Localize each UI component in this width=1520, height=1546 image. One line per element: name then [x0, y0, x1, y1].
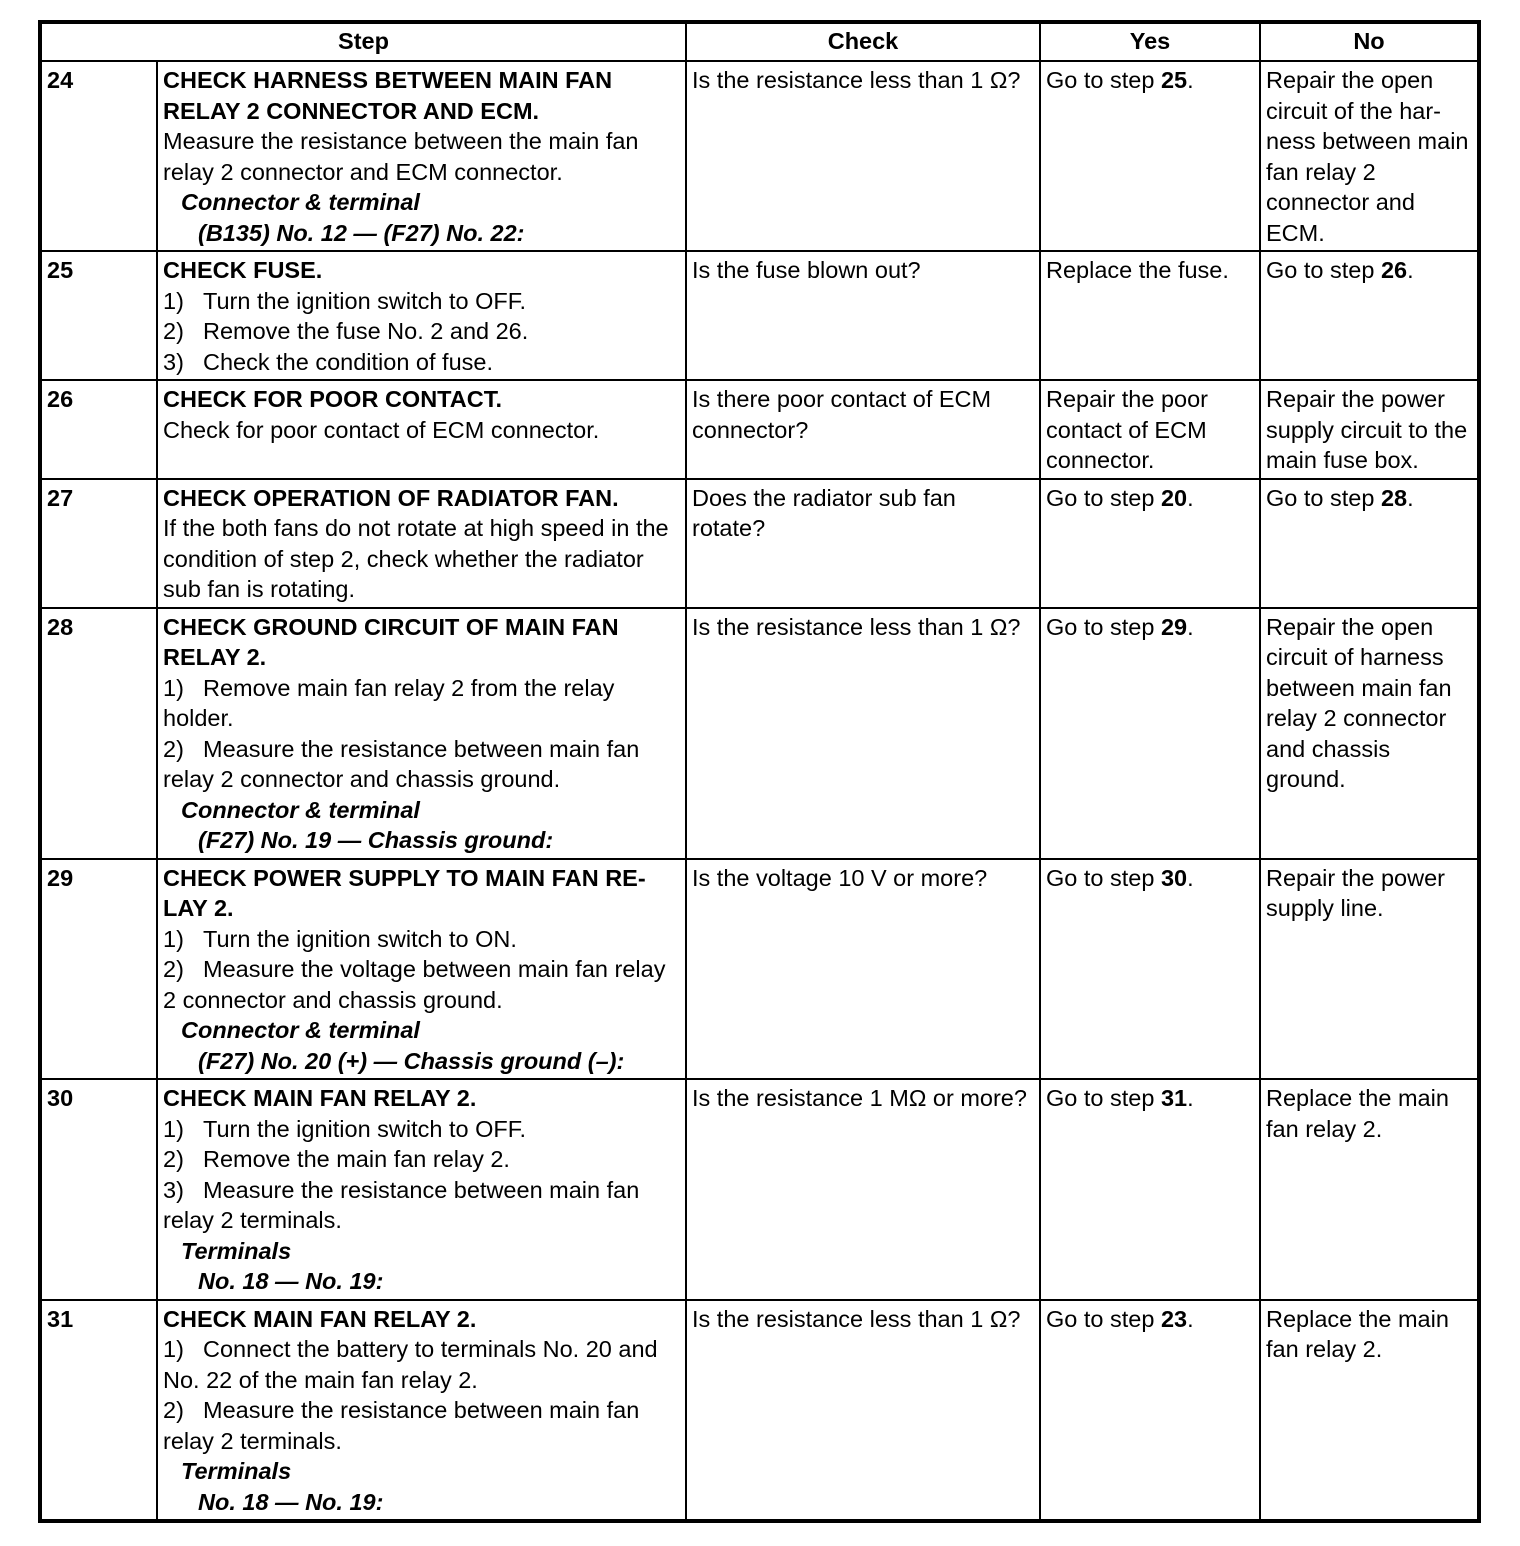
item-number: 1) — [163, 674, 184, 701]
step-item — [163, 954, 680, 1015]
item-number: 2) — [163, 735, 184, 762]
step-body: If the both fans do not rotate at high speed in the condition of step 2, check whether the radiator sub fan is rotating. — [163, 515, 669, 602]
item-number: 1) — [163, 1115, 184, 1142]
yes-prefix: Go to step — [1046, 67, 1161, 93]
yes-step-ref: 30 — [1160, 864, 1188, 891]
step-title: CHECK MAIN FAN RELAY 2. — [163, 1085, 477, 1111]
yes-cell — [1040, 608, 1260, 859]
yes-prefix: Go to step — [1046, 484, 1161, 511]
table-row — [40, 608, 1479, 859]
header-no: No — [1260, 22, 1479, 61]
step-number: 31 — [40, 1300, 157, 1522]
no-cell — [1260, 251, 1479, 380]
check-cell: Is the resistance 1 MΩ or more? — [686, 1079, 1040, 1300]
yes-suffix: . — [1187, 484, 1194, 511]
step-body: Measure the resistance between the main fan relay 2 connector and ECM connector. — [163, 128, 639, 185]
step-cell — [157, 479, 686, 608]
item-number: 3) — [163, 348, 184, 375]
yes-cell — [1040, 479, 1260, 608]
check-cell: Is the voltage 10 V or more? — [686, 859, 1040, 1080]
yes-suffix: . — [1187, 1305, 1194, 1332]
item-text: Check the condition of fuse. — [203, 348, 494, 375]
yes-cell: Replace the fuse. — [1040, 251, 1260, 380]
step-item — [163, 924, 680, 955]
step-item — [163, 734, 680, 795]
diagnostic-table — [38, 20, 1481, 1523]
step-number: 27 — [40, 479, 157, 608]
step-item — [163, 1114, 680, 1145]
header-step: Step — [40, 22, 686, 61]
spec-value: No. 18 — No. 19: — [198, 1488, 384, 1515]
spec-label: Connector & terminal — [181, 1017, 420, 1043]
step-title: CHECK FUSE. — [163, 257, 323, 283]
yes-step-ref: 20 — [1160, 484, 1188, 511]
yes-suffix: . — [1187, 864, 1194, 891]
no-suffix: . — [1407, 257, 1414, 283]
yes-prefix: Go to step — [1046, 1085, 1161, 1111]
step-cell — [157, 251, 686, 380]
item-number: 2) — [163, 1146, 184, 1172]
check-cell: Does the radiator sub fan rotate? — [686, 479, 1040, 608]
no-step-ref: 26 — [1380, 257, 1408, 283]
step-title: CHECK GROUND CIRCUIT OF MAIN FAN RELAY 2. — [163, 613, 619, 670]
item-text: Measure the voltage between main fan relay 2 connector and chassis ground. — [163, 956, 666, 1013]
no-cell: Repair the open circuit of the har-ness between main fan relay 2 connector and ECM. — [1260, 61, 1479, 251]
no-cell — [1260, 479, 1479, 608]
step-cell — [157, 61, 686, 251]
item-text: Turn the ignition switch to OFF. — [203, 287, 527, 314]
spec-label: Connector & terminal — [181, 796, 420, 823]
no-prefix: Go to step — [1266, 484, 1381, 511]
step-number: 26 — [40, 380, 157, 479]
step-number: 25 — [40, 251, 157, 380]
step-item — [163, 347, 680, 378]
item-text: Measure the resistance between main fan relay 2 terminals. — [163, 1176, 640, 1233]
spec-value: No. 18 — No. 19: — [198, 1268, 384, 1294]
step-number: 24 — [40, 61, 157, 251]
yes-prefix: Go to step — [1046, 1305, 1161, 1332]
step-title: CHECK FOR POOR CONTACT. — [163, 386, 503, 412]
step-cell — [157, 608, 686, 859]
yes-suffix: . — [1187, 1085, 1194, 1111]
spec-value: (B135) No. 12 — (F27) No. 22: — [198, 219, 525, 246]
table-row — [40, 1300, 1479, 1522]
item-text: Remove the main fan relay 2. — [203, 1146, 510, 1172]
no-cell: Repair the open circuit of harness between main fan relay 2 connector and chassis ground. — [1260, 608, 1479, 859]
yes-cell: Repair the poor contact of ECM connector. — [1040, 380, 1260, 479]
step-cell — [157, 1300, 686, 1522]
no-cell: Replace the main fan relay 2. — [1260, 1079, 1479, 1300]
yes-prefix: Go to step — [1046, 613, 1161, 640]
item-text: Connect the battery to terminals No. 20 and No. 22 of the main fan relay 2. — [163, 1336, 658, 1393]
table-row — [40, 479, 1479, 608]
spec-value: (F27) No. 20 (+) — Chassis ground (–): — [198, 1047, 625, 1074]
table-row — [40, 61, 1479, 251]
item-text: Measure the resistance between main fan relay 2 terminals. — [163, 1397, 640, 1454]
spec-label: Terminals — [181, 1237, 292, 1264]
table-row — [40, 380, 1479, 479]
step-cell — [157, 1079, 686, 1300]
table-row — [40, 251, 1479, 380]
step-title: CHECK POWER SUPPLY TO MAIN FAN RE-LAY 2. — [163, 864, 646, 921]
table-row — [40, 859, 1479, 1080]
no-suffix: . — [1407, 484, 1414, 511]
yes-step-ref: 25 — [1160, 67, 1188, 93]
step-body: Check for poor contact of ECM connector. — [163, 416, 600, 443]
item-number: 1) — [163, 925, 184, 952]
step-cell — [157, 380, 686, 479]
yes-cell — [1040, 859, 1260, 1080]
header-row — [40, 22, 1479, 61]
item-number: 2) — [163, 1397, 184, 1423]
yes-step-ref: 31 — [1160, 1085, 1188, 1111]
item-text: Measure the resistance between main fan relay 2 connector and chassis ground. — [163, 735, 640, 792]
step-cell — [157, 859, 686, 1080]
spec-label: Terminals — [181, 1458, 292, 1484]
no-cell: Replace the main fan relay 2. — [1260, 1300, 1479, 1522]
header-yes: Yes — [1040, 22, 1260, 61]
step-item — [163, 673, 680, 734]
spec-value: (F27) No. 19 — Chassis ground: — [198, 827, 554, 853]
no-step-ref: 28 — [1380, 484, 1408, 511]
item-number: 2) — [163, 318, 184, 344]
step-title: CHECK MAIN FAN RELAY 2. — [163, 1305, 477, 1332]
step-item — [163, 1334, 680, 1395]
step-item — [163, 1175, 680, 1236]
yes-cell — [1040, 61, 1260, 251]
check-cell: Is the fuse blown out? — [686, 251, 1040, 380]
table-row — [40, 1079, 1479, 1300]
yes-suffix: . — [1187, 613, 1194, 640]
item-number: 3) — [163, 1176, 184, 1203]
step-item — [163, 316, 680, 347]
check-cell: Is the resistance less than 1 Ω? — [686, 61, 1040, 251]
check-cell: Is there poor contact of ECM connector? — [686, 380, 1040, 479]
step-number: 29 — [40, 859, 157, 1080]
step-number: 30 — [40, 1079, 157, 1300]
yes-step-ref: 23 — [1160, 1305, 1188, 1332]
yes-suffix: . — [1187, 67, 1194, 93]
item-text: Turn the ignition switch to OFF. — [203, 1115, 527, 1142]
item-text: Remove main fan relay 2 from the relay holder. — [163, 674, 615, 731]
spec-label: Connector & terminal — [181, 189, 420, 215]
step-item — [163, 286, 680, 317]
item-number: 2) — [163, 956, 184, 982]
no-cell: Repair the power supply line. — [1260, 859, 1479, 1080]
item-number: 1) — [163, 287, 184, 314]
yes-step-ref: 29 — [1160, 613, 1188, 640]
step-item — [163, 1395, 680, 1456]
step-title: CHECK HARNESS BETWEEN MAIN FAN RELAY 2 CONNECTOR AND ECM. — [163, 67, 613, 124]
item-text: Turn the ignition switch to ON. — [203, 925, 517, 952]
yes-prefix: Go to step — [1046, 864, 1161, 891]
step-item — [163, 1144, 680, 1175]
check-cell: Is the resistance less than 1 Ω? — [686, 608, 1040, 859]
item-number: 1) — [163, 1336, 184, 1362]
header-check: Check — [686, 22, 1040, 61]
yes-cell — [1040, 1079, 1260, 1300]
item-text: Remove the fuse No. 2 and 26. — [203, 318, 529, 344]
no-cell: Repair the power supply circuit to the main fuse box. — [1260, 380, 1479, 479]
step-title: CHECK OPERATION OF RADIATOR FAN. — [163, 484, 619, 511]
step-number: 28 — [40, 608, 157, 859]
check-cell: Is the resistance less than 1 Ω? — [686, 1300, 1040, 1522]
no-prefix: Go to step — [1266, 257, 1381, 283]
yes-cell — [1040, 1300, 1260, 1522]
